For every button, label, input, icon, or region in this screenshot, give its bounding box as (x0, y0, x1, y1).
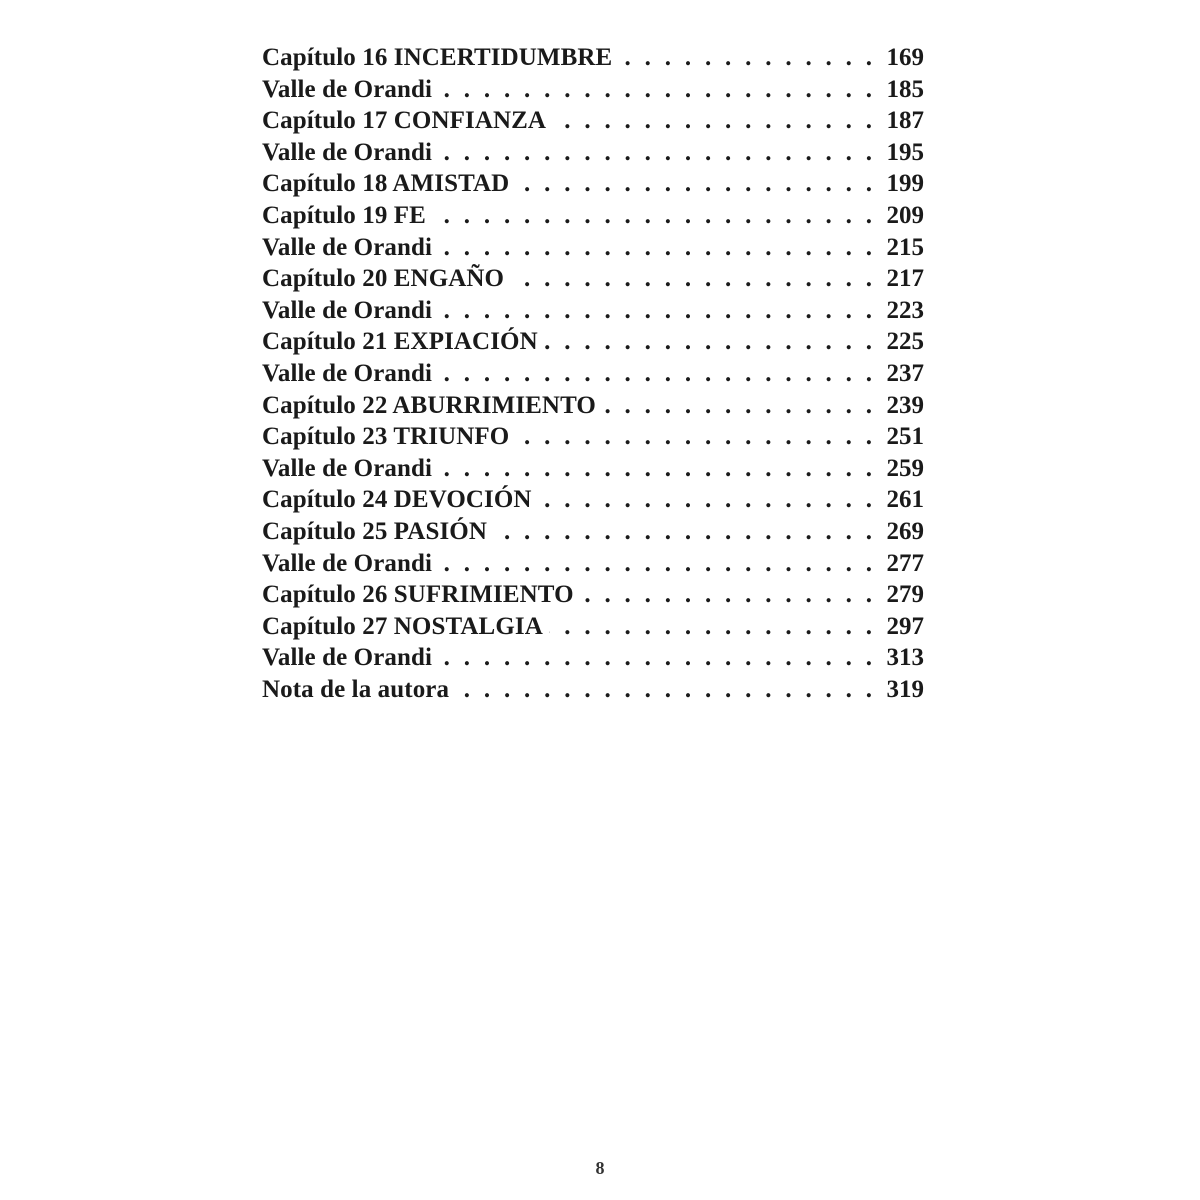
toc-entry (262, 295, 924, 327)
toc-dot-leader (432, 200, 872, 232)
toc-entry (262, 232, 924, 264)
toc-entry-page: 199 (886, 170, 924, 198)
toc-dot-leader (438, 295, 872, 327)
toc-entry-page: 169 (886, 44, 924, 71)
toc-entry-page: 261 (886, 486, 924, 514)
toc-entry-title: Valle de Orandi (262, 233, 433, 261)
toc-entry (262, 200, 924, 232)
toc-entry-page: 319 (886, 675, 924, 703)
toc-entry-page: 313 (886, 644, 924, 672)
toc-entry-page: 277 (886, 549, 924, 577)
toc-entry-title: Capítulo 23 TRIUNFO (262, 423, 510, 451)
toc-entry (262, 548, 924, 580)
toc-dot-leader (538, 484, 872, 516)
toc-entry-page: 251 (886, 423, 924, 451)
toc-entry-title: Valle de Orandi (262, 75, 433, 103)
toc-entry-page: 297 (886, 612, 924, 640)
toc-entry-title: Capítulo 21 EXPIACIÓN (262, 328, 538, 356)
toc-entry-page: 217 (886, 265, 924, 293)
toc-entry (262, 137, 924, 169)
toc-dot-leader (438, 232, 872, 264)
toc-entry (262, 516, 924, 548)
toc-entry (262, 484, 924, 516)
toc-dot-leader (549, 611, 872, 643)
toc-entry-page: 209 (886, 201, 924, 229)
page-number: 8 (595, 1158, 605, 1178)
toc-entry-title: Valle de Orandi (262, 138, 433, 166)
toc-entry-page: 259 (886, 454, 924, 482)
toc-entry-title: Valle de Orandi (262, 296, 433, 324)
toc-entry (262, 674, 924, 706)
toc-entry (262, 453, 924, 485)
toc-entry-title: Valle de Orandi (262, 359, 433, 387)
toc-entry-title: Capítulo 27 NOSTALGIA (262, 612, 543, 640)
toc-entry (262, 421, 924, 453)
toc-dot-leader (544, 326, 872, 358)
toc-entry-title: Capítulo 18 AMISTAD (262, 170, 510, 198)
toc-entry-title: Valle de Orandi (262, 549, 433, 577)
toc-entry-title: Capítulo 22 ABURRIMIENTO (262, 391, 596, 419)
toc-entry-page: 237 (886, 359, 924, 387)
toc-entry (262, 390, 924, 422)
toc-dot-leader (455, 674, 872, 706)
toc-dot-leader (438, 548, 872, 580)
toc-entry (262, 611, 924, 643)
toc-entry-title: Capítulo 19 FE (262, 201, 426, 229)
toc-dot-leader (438, 74, 872, 106)
toc-entry-title: Capítulo 26 SUFRIMIENTO (262, 581, 574, 609)
toc-entry-title: Capítulo 16 INCERTIDUMBRE (262, 44, 613, 71)
toc-entry-title: Capítulo 17 CONFIANZA (262, 107, 547, 135)
toc-entry-page: 269 (886, 517, 924, 545)
toc-dot-leader (438, 358, 872, 390)
toc-entry (262, 105, 924, 137)
toc-entry-page: 225 (886, 328, 924, 356)
toc-entry (262, 358, 924, 390)
toc-dot-leader (515, 421, 872, 453)
toc-dot-leader (515, 168, 872, 200)
toc-entry (262, 326, 924, 358)
toc-entry-page: 215 (886, 233, 924, 261)
toc-entry-page: 195 (886, 138, 924, 166)
toc-entry-page: 239 (886, 391, 924, 419)
toc-entry-title: Capítulo 25 PASIÓN (262, 517, 487, 545)
toc-dot-leader (510, 263, 872, 295)
toc-dot-leader (438, 453, 872, 485)
toc-entry-page: 187 (886, 107, 924, 135)
toc-entry-page: 185 (886, 75, 924, 103)
toc-dot-leader (438, 137, 872, 169)
toc-dot-leader (580, 579, 872, 611)
toc-dot-leader (493, 516, 872, 548)
toc-entry-title: Capítulo 20 ENGAÑO (262, 265, 505, 293)
toc-dot-leader (552, 105, 872, 137)
toc-entry (262, 579, 924, 611)
toc-entry-page: 223 (886, 296, 924, 324)
table-of-contents (262, 42, 924, 705)
toc-entry (262, 263, 924, 295)
toc-entry-title: Valle de Orandi (262, 644, 433, 672)
toc-dot-leader (438, 642, 872, 674)
toc-dot-leader (602, 390, 872, 422)
toc-entry (262, 642, 924, 674)
toc-entry (262, 42, 924, 74)
toc-entry-title: Valle de Orandi (262, 454, 433, 482)
toc-entry (262, 74, 924, 106)
toc-entry-title: Capítulo 24 DEVOCIÓN (262, 486, 532, 514)
toc-dot-leader (618, 42, 872, 74)
toc-entry-title: Nota de la autora (262, 675, 450, 703)
toc-entry-page: 279 (886, 581, 924, 609)
toc-entry (262, 168, 924, 200)
